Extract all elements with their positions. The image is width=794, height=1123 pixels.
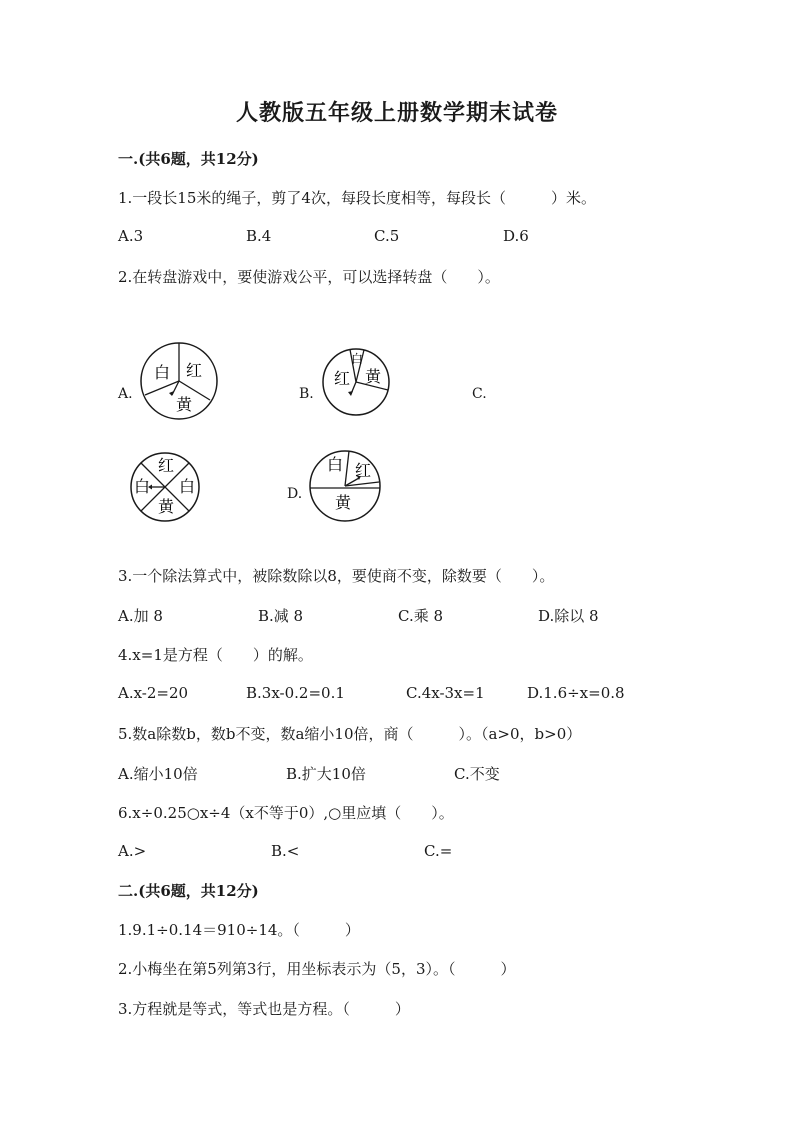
- question-1-text: 1.一段长15米的绳子，剪了4次，每段长度相等，每段长（ ）米。: [118, 189, 596, 207]
- question-2-text: 2.在转盘游戏中，要使游戏公平，可以选择转盘（ ）。: [118, 268, 500, 286]
- wheel-c-sector-2: 白: [134, 477, 151, 496]
- question-6-option-c: C.=: [424, 842, 453, 860]
- question-6-option-b: B.<: [271, 842, 300, 860]
- question-5-option-b: B.扩大10倍: [286, 765, 366, 783]
- wheel-b-diagram: [320, 346, 392, 418]
- wheel-d-sector-1: 白: [327, 455, 344, 474]
- question-4-text: 4.x=1是方程（ ）的解。: [118, 646, 313, 664]
- wheel-d-label: D.: [287, 486, 303, 502]
- question-1-option-a: A.3: [118, 227, 144, 245]
- question-6-text: 6.x÷0.25○x÷4（x不等于0）,○里应填（ ）。: [118, 804, 454, 822]
- question-4-option-c: C.4x-3x=1: [406, 684, 485, 702]
- tf-question-3-text: 3.方程就是等式，等式也是方程。（ ）: [118, 1000, 410, 1018]
- question-5-option-c: C.不变: [454, 765, 500, 783]
- wheel-b-sector-1: 白: [351, 352, 364, 366]
- question-5-text: 5.数a除数b，数b不变，数a缩小10倍，商（ ）。（a>0，b>0）: [118, 725, 582, 743]
- wheel-c-sector-3: 白: [179, 477, 196, 496]
- question-3-option-b: B.减 8: [258, 607, 304, 625]
- wheel-a-sector-1: 白: [154, 363, 171, 382]
- question-3-option-a: A.加 8: [118, 607, 163, 625]
- question-3-option-d: D.除以 8: [538, 607, 599, 625]
- wheel-a-label: A.: [118, 386, 133, 402]
- section-one-header: 一.(共6题，共12分): [118, 150, 259, 168]
- wheel-b-sector-3: 黄: [365, 367, 382, 386]
- wheel-a-sector-2: 红: [186, 361, 203, 380]
- wheel-c-label: C.: [472, 386, 487, 402]
- question-4-option-a: A.x-2=20: [118, 684, 189, 702]
- wheel-c-sector-1: 红: [158, 456, 175, 475]
- question-1-option-b: B.4: [246, 227, 272, 245]
- question-4-option-d: D.1.6÷x=0.8: [527, 684, 625, 702]
- tf-question-2-text: 2.小梅坐在第5列第3行，用坐标表示为（5，3）。（ ）: [118, 960, 516, 978]
- wheel-c-sector-4: 黄: [158, 497, 175, 516]
- wheel-d-sector-2: 红: [355, 461, 372, 480]
- wheel-a-diagram: [138, 340, 220, 422]
- question-5-option-a: A.缩小10倍: [118, 765, 198, 783]
- question-4-option-b: B.3x-0.2=0.1: [246, 684, 345, 702]
- wheel-a-sector-3: 黄: [176, 395, 193, 414]
- page-title: 人教版五年级上册数学期末试卷: [235, 100, 558, 126]
- question-3-option-c: C.乘 8: [398, 607, 444, 625]
- question-1-option-d: D.6: [503, 227, 529, 245]
- wheel-b-sector-2: 红: [334, 369, 351, 388]
- wheel-c-diagram: [128, 450, 202, 524]
- tf-question-1-text: 1.9.1÷0.14＝910÷14。（ ）: [118, 921, 360, 939]
- question-1-option-c: C.5: [374, 227, 400, 245]
- wheel-d-sector-3: 黄: [335, 493, 352, 512]
- question-6-option-a: A.>: [118, 842, 147, 860]
- question-3-text: 3.一个除法算式中，被除数除以8，要使商不变，除数要（ ）。: [118, 567, 555, 585]
- wheel-b-label: B.: [299, 386, 314, 402]
- wheel-d-diagram: [307, 448, 383, 524]
- section-two-header: 二.(共6题，共12分): [118, 882, 259, 900]
